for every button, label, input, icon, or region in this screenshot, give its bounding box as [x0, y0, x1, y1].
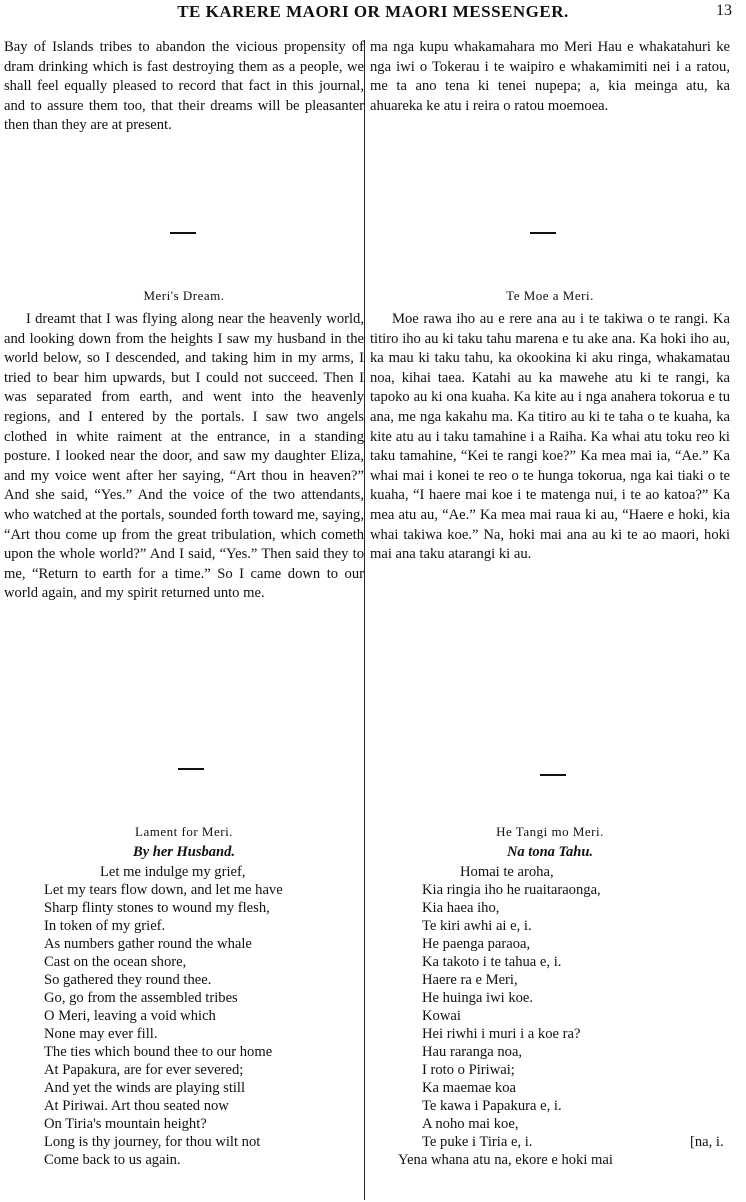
left-lament-poem	[4, 863, 364, 1169]
right-section-rule-2	[540, 774, 566, 776]
poem-line: In token of my grief.	[44, 918, 166, 934]
poem-line: And yet the winds are playing still	[44, 1080, 246, 1096]
right-dream-text: Moe rawa iho au e rere ana au i te takiwa o te rangi. Ka titiro iho au ki taku tahu marena e tu ake ana. Ka hoki iho au, ka mau ki taku tahu, ka okookina ki aku ringa, whakamatau noa, kihai taea. Katahi au ka mawehe atu ki te rangi, ka tapoko au ki ona kuaha. Ka kite au i nga anahera tokorua e tu ana, me nga kakahu ma. Ka titiro au ki te taha o te kuaha, ka kite atu au i taku tamahine i a Raiha. Ka whai atu toku reo ki taku tamahine, “Kei te rangi koe?” Ka mea mai ia, “Ae.” Ka whai mai i konei te reo o te hunga tokorua, nga kai tiaki o te kuaha, “I haere mai koe i te matenga nui, i te ao katoa?” Ka mea atu au, “Ae.” Ka mea mai raua ki au, “Haere e hoki, kia whai takiwa koe.” Na, hoki mai ana au ki te ao maori, hoki mai ana taku atarangi ki au.	[370, 311, 730, 563]
poem-line: Go, go from the assembled tribes	[44, 990, 238, 1006]
poem-line	[370, 1133, 730, 1151]
right-lament-title: He Tangi mo Meri.	[496, 824, 604, 839]
poem-line: Let my tears flow down, and let me have	[44, 882, 283, 898]
poem-line: Hei riwhi i muri i a koe ra?	[422, 1026, 581, 1042]
poem-line: Yena whana atu na, ekore e hoki mai	[398, 1152, 613, 1168]
left-lament-subtitle: By her Husband.	[133, 844, 235, 860]
left-intro-paragraph: Bay of Islands tribes to abandon the vicious propensity of dram drinking which is fast destroying them as a people, we shall feel equally pleased to record that fact in this journal, and to assure them too, that their dreams will be pleasanter then than they are at present.	[4, 39, 364, 134]
left-section-rule-1	[170, 232, 196, 234]
left-intro-block	[4, 38, 364, 136]
poem-line: Te kawa i Papakura e, i.	[422, 1098, 562, 1114]
poem-line: Long is thy journey, for thou wilt not	[44, 1134, 261, 1150]
left-lament-block	[4, 824, 364, 1169]
newspaper-title: TE KARERE MAORI OR MAORI MESSENGER.	[177, 2, 569, 21]
poem-line: At Piriwai. Art thou seated now	[44, 1098, 229, 1114]
poem-line: Cast on the ocean shore,	[44, 954, 187, 970]
right-dream-title: Te Moe a Meri.	[506, 288, 594, 303]
poem-line: Homai te aroha,	[460, 864, 554, 880]
left-dream-text: I dreamt that I was flying along near the heavenly world, and looking down from the heights I saw my husband in the world below, so I descended, and taking him in my arms, I tried to bear him upwards, but I could not succeed. Then I was separated from earth, and went into the heavenly regions, and I entered by the portals. I saw two angels clothed in white raiment at the entrance, in a standing posture. I looked near the door, and saw my daughter Eliza, and my voice went after her saying, “Art thou in heaven?” And she said, “Yes.” And the voice of the two attendants, who watched at the portals, sounded forth toward me, saying, “Art thou come up from the great tribulation, which cometh upon the whole world?” And I said, “Yes.” Then said they to me, “Return to earth for a time.” So I came down to our world again, and my spirit returned unto me.	[4, 311, 364, 602]
poem-line: So gathered they round thee.	[44, 972, 212, 988]
poem-line: Ka maemae koa	[422, 1080, 516, 1096]
poem-line-text: Te puke i Tiria e, i.	[422, 1134, 533, 1150]
poem-line: At Papakura, are for ever severed;	[44, 1062, 244, 1078]
left-dream-title: Meri's Dream.	[143, 288, 225, 303]
poem-line: Ka takoto i te tahua e, i.	[422, 954, 562, 970]
poem-line: As numbers gather round the whale	[44, 936, 252, 952]
poem-line: I roto o Piriwai;	[422, 1062, 515, 1078]
poem-line: Let me indulge my grief,	[100, 864, 246, 880]
poem-line: The ties which bound thee to our home	[44, 1044, 273, 1060]
poem-line: Kia ringia iho he ruaitaraonga,	[422, 882, 601, 898]
poem-line: A noho mai koe,	[422, 1116, 519, 1132]
poem-line: O Meri, leaving a void which	[44, 1008, 216, 1024]
poem-line: Kia haea iho,	[422, 900, 500, 916]
poem-line: None may ever fill.	[44, 1026, 158, 1042]
poem-line: Te kiri awhi ai e, i.	[422, 918, 532, 934]
right-lament-poem	[370, 863, 730, 1169]
page-header	[0, 0, 746, 26]
left-lament-title: Lament for Meri.	[135, 824, 233, 839]
page-number: 13	[716, 2, 732, 19]
right-lament-subtitle: Na tona Tahu.	[506, 844, 594, 860]
catchword: [na, i.	[690, 1134, 724, 1150]
poem-line: He huinga iwi koe.	[422, 990, 534, 1006]
poem-line: Hau raranga noa,	[422, 1044, 523, 1060]
left-section-rule-2	[178, 768, 204, 770]
right-section-rule-1	[530, 232, 556, 234]
poem-line: He paenga paraoa,	[422, 936, 531, 952]
right-lament-block	[370, 824, 730, 1169]
right-intro-paragraph: ma nga kupu whakamahara mo Meri Hau e whakatahuri ke nga iwi o Tokerau i te waipiro e whakamimiti nei i a ratou, me ta ano tena ki tenei nupepa; a, kia meinga atu, ka ahuareka ke atu i reira o ratou moemoea.	[370, 39, 730, 114]
poem-line: Kowai	[422, 1008, 461, 1024]
poem-line: Sharp flinty stones to wound my flesh,	[44, 900, 270, 916]
right-intro-block	[370, 38, 730, 116]
column-divider	[364, 40, 365, 1200]
poem-line: Haere ra e Meri,	[422, 972, 518, 988]
poem-line: Come back to us again.	[44, 1152, 181, 1168]
right-dream-block	[370, 288, 730, 565]
left-dream-block	[4, 288, 364, 604]
poem-line: On Tiria's mountain height?	[44, 1116, 207, 1132]
